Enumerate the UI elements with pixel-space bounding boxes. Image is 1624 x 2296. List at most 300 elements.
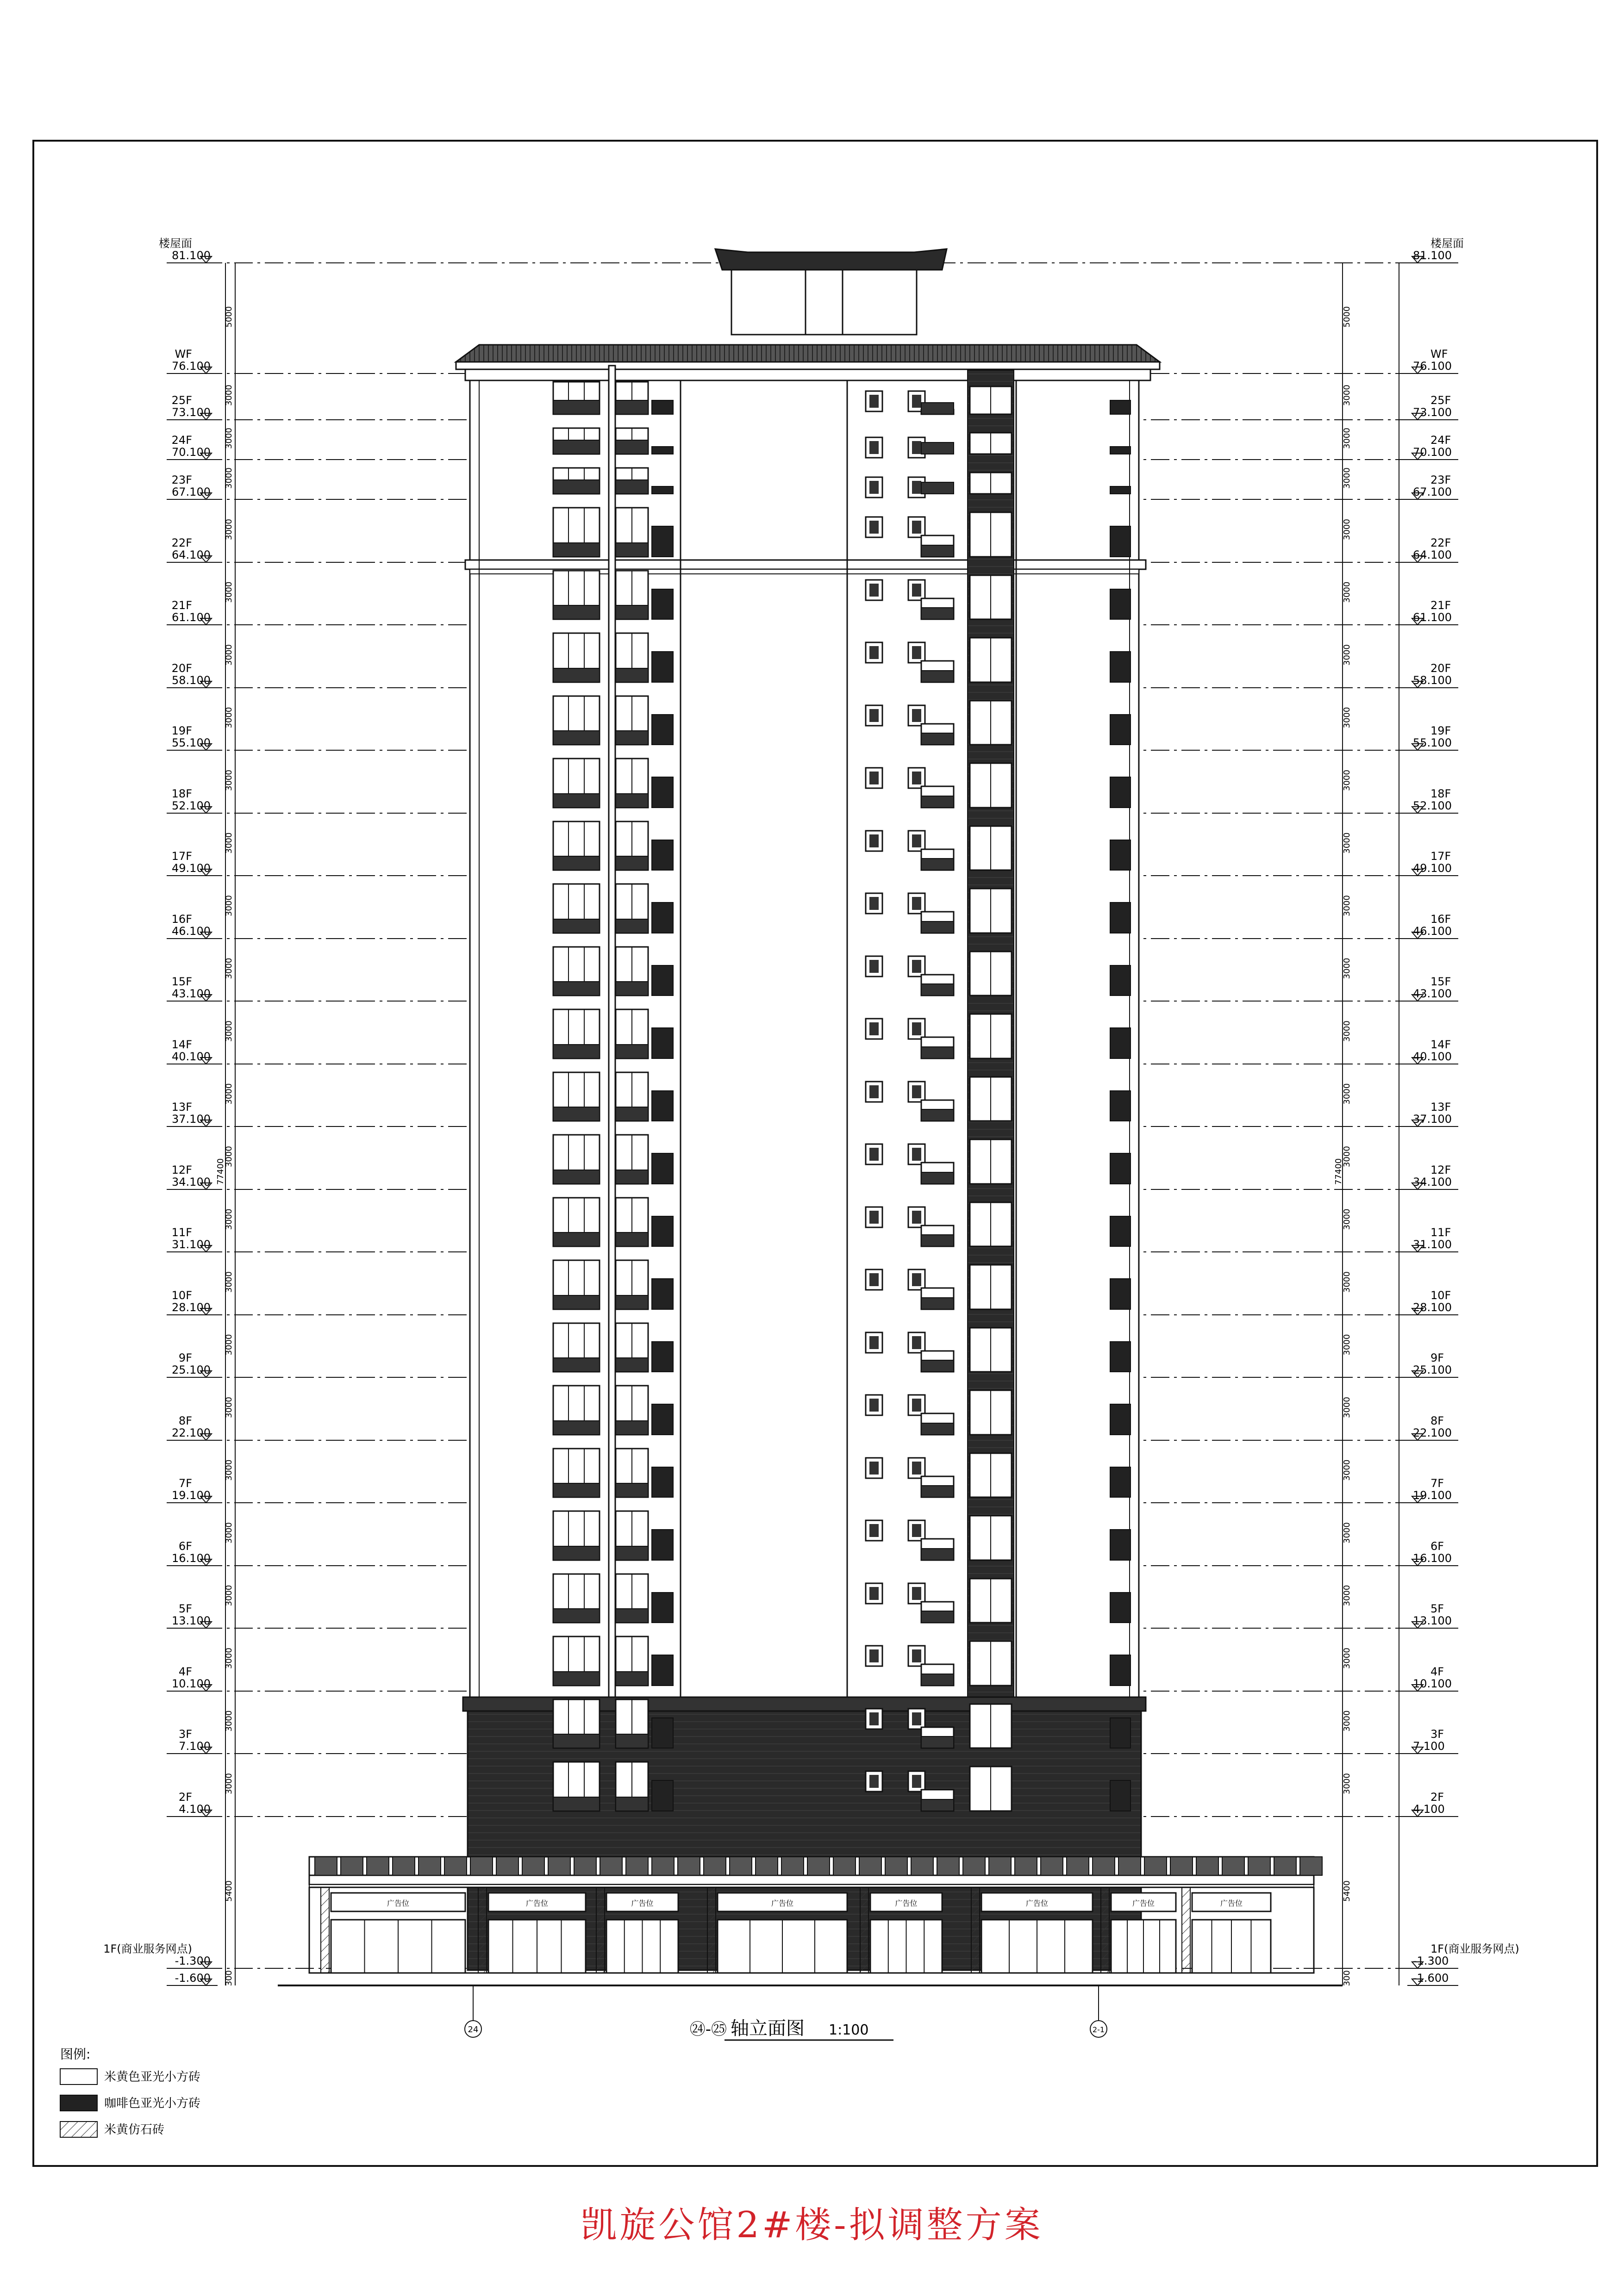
- dim-text-left: 300: [224, 1970, 234, 1986]
- level-name-left: WF: [175, 348, 192, 361]
- small-window-pane: [869, 395, 879, 408]
- level-labels-right: [1334, 237, 1519, 1986]
- dim-text-left: 3000: [224, 1710, 234, 1732]
- parapet-block: [807, 1857, 830, 1875]
- small-window-pane: [869, 441, 879, 454]
- dim-text-left: 3000: [224, 1459, 234, 1481]
- balcony-panel: [553, 1672, 600, 1686]
- sign-text: 广告位: [387, 1899, 410, 1908]
- dim-text-right: 3000: [1342, 1585, 1352, 1606]
- dim-text-right: 3000: [1342, 770, 1352, 791]
- parapet-block: [937, 1857, 959, 1875]
- level-elev-right: 49.100: [1413, 862, 1452, 875]
- balcony-panel: [616, 856, 648, 870]
- legend-swatch-stone: [60, 2122, 97, 2137]
- dim-text-right: 3000: [1342, 581, 1352, 603]
- balcony-panel: [921, 671, 954, 682]
- window-dark: [652, 652, 673, 682]
- level-elev-left: 37.100: [172, 1113, 211, 1126]
- level-name-left: 24F: [171, 434, 192, 447]
- balcony-panel: [921, 1235, 954, 1246]
- dim-text-right: 3000: [1342, 385, 1352, 406]
- dim-text-right: 3000: [1342, 1271, 1352, 1293]
- level-name-left: 7F: [178, 1477, 192, 1490]
- stone-pilaster: [707, 1887, 716, 1973]
- window-dark: [652, 1404, 673, 1435]
- small-window-pane: [912, 1085, 921, 1098]
- small-window-pane: [869, 481, 879, 494]
- dim-text-right: 3000: [1342, 467, 1352, 489]
- balcony-panel: [616, 1483, 648, 1497]
- view-title: [690, 2018, 893, 2040]
- level-elev-left: 28.100: [172, 1301, 211, 1314]
- small-window-pane: [869, 1649, 879, 1662]
- parapet-block: [833, 1857, 856, 1875]
- parapet-block: [989, 1857, 1011, 1875]
- dim-total-left: 77400: [216, 1158, 225, 1185]
- parapet-block: [963, 1857, 985, 1875]
- dim-text-right: 3000: [1342, 1208, 1352, 1230]
- window-dark: [1110, 447, 1131, 454]
- small-window-pane: [869, 1211, 879, 1224]
- level-elev-right: 34.100: [1413, 1176, 1452, 1188]
- level-elev-right: 28.100: [1413, 1301, 1452, 1314]
- balcony-panel: [616, 1232, 648, 1246]
- parapet-block: [393, 1857, 415, 1875]
- level-name-right: 19F: [1430, 724, 1451, 737]
- level-name-left: 11F: [171, 1226, 192, 1239]
- level-elev-right: -1.300: [1413, 1954, 1449, 1967]
- level-name-right: 21F: [1430, 599, 1451, 612]
- small-window-pane: [912, 1524, 921, 1537]
- legend-label-1: 米黄色亚光小方砖: [104, 2070, 201, 2084]
- dim-text-left: 3000: [224, 832, 234, 854]
- level-labels-left: [103, 237, 234, 1986]
- level-elev-left: 22.100: [172, 1426, 211, 1439]
- small-window-pane: [912, 709, 921, 722]
- parapet-block: [574, 1857, 596, 1875]
- level-name-right: 22F: [1430, 536, 1451, 549]
- balcony-panel: [553, 1483, 600, 1497]
- small-window-pane: [869, 834, 879, 847]
- level-name-left: 楼屋面: [159, 237, 192, 250]
- balcony-panel: [921, 1172, 954, 1184]
- balcony-panel: [921, 1611, 954, 1623]
- dim-text-right: 3000: [1342, 707, 1352, 728]
- balcony-panel: [616, 543, 648, 557]
- drawing-title: 凯旋公馆2#楼-拟调整方案: [581, 2204, 1043, 2246]
- level-elev-left: 55.100: [172, 736, 211, 749]
- balcony-panel: [553, 1045, 600, 1058]
- balcony-panel: [616, 668, 648, 682]
- window-dark: [1110, 902, 1131, 933]
- small-window-pane: [912, 772, 921, 784]
- legend-title: 图例:: [60, 2047, 91, 2062]
- dim-text-right: 3000: [1342, 1773, 1352, 1794]
- level-elev-left: 4.100: [179, 1803, 211, 1816]
- window-dark: [652, 486, 673, 494]
- level-name-right: 4F: [1430, 1665, 1444, 1678]
- level-name-right: 2F: [1430, 1791, 1444, 1804]
- stone-pilaster: [321, 1887, 329, 1973]
- balcony-panel: [921, 1549, 954, 1560]
- sign-text: 广告位: [631, 1899, 654, 1908]
- level-elev-right: 31.100: [1413, 1238, 1452, 1251]
- level-elev-right: 55.100: [1413, 736, 1452, 749]
- window-dark: [652, 1028, 673, 1058]
- balcony-panel: [553, 1421, 600, 1435]
- balcony-panel: [616, 1421, 648, 1435]
- level-elev-left: 13.100: [172, 1614, 211, 1627]
- window-dark: [652, 965, 673, 996]
- balcony-panel: [921, 1109, 954, 1121]
- parapet-block: [1170, 1857, 1193, 1875]
- level-elev-right: -1.600: [1413, 1972, 1449, 1985]
- level-elev-right: 7.100: [1413, 1740, 1445, 1753]
- small-window-pane: [912, 897, 921, 910]
- level-name-left: 12F: [171, 1164, 192, 1176]
- parapet-block: [1196, 1857, 1218, 1875]
- parapet-block: [1067, 1857, 1089, 1875]
- level-name-right: 14F: [1430, 1038, 1451, 1051]
- small-window-pane: [869, 709, 879, 722]
- balcony-panel: [553, 1358, 600, 1372]
- balcony-panel: [553, 1797, 600, 1811]
- level-elev-left: 76.100: [172, 360, 211, 373]
- small-window-pane: [869, 1587, 879, 1600]
- balcony-panel: [553, 440, 600, 454]
- small-window-pane: [912, 1273, 921, 1286]
- balcony-panel: [616, 1295, 648, 1309]
- level-elev-left: 52.100: [172, 799, 211, 812]
- dim-text-left: 3000: [224, 1522, 234, 1543]
- balcony-panel: [553, 1295, 600, 1309]
- level-name-right: 7F: [1430, 1477, 1444, 1490]
- window-dark: [652, 1780, 673, 1811]
- sign-text: 广告位: [771, 1899, 794, 1908]
- balcony-panel: [553, 982, 600, 996]
- sign-text: 广告位: [525, 1899, 549, 1908]
- ground-floor: [278, 1857, 1343, 1985]
- level-name-left: 25F: [171, 394, 192, 407]
- small-window-pane: [869, 521, 879, 534]
- balcony-panel: [553, 605, 600, 619]
- dim-text-left: 3000: [224, 385, 234, 406]
- window-dark: [1110, 652, 1131, 682]
- level-name-left: 10F: [171, 1289, 192, 1302]
- window-dark: [652, 400, 673, 414]
- small-window-pane: [912, 441, 921, 454]
- stone-pilaster: [478, 1887, 487, 1973]
- view-scale: 1:100: [829, 2022, 869, 2038]
- level-name-right: 13F: [1430, 1101, 1451, 1114]
- level-elev-left: 61.100: [172, 611, 211, 624]
- level-name-right: 18F: [1430, 787, 1451, 800]
- dim-text-left: 3000: [224, 467, 234, 489]
- level-elev-right: 16.100: [1413, 1552, 1452, 1565]
- parapet-block: [1274, 1857, 1296, 1875]
- small-window-pane: [912, 1399, 921, 1412]
- balcony-panel: [553, 856, 600, 870]
- level-name-left: 23F: [171, 473, 192, 486]
- small-window-pane: [869, 1273, 879, 1286]
- dim-text-left: 3000: [224, 581, 234, 603]
- dim-text-right: 3000: [1342, 958, 1352, 979]
- small-window-pane: [912, 1462, 921, 1475]
- window-dark: [652, 1153, 673, 1184]
- window-dark: [1110, 777, 1131, 808]
- balcony-panel: [553, 480, 600, 494]
- window-dark: [1110, 1780, 1131, 1811]
- parapet-block: [885, 1857, 907, 1875]
- window-dark: [1110, 1655, 1131, 1686]
- parapet-block: [418, 1857, 441, 1875]
- parapet-block: [678, 1857, 700, 1875]
- window-dark: [652, 1342, 673, 1372]
- balcony-panel: [616, 480, 648, 494]
- window-dark: [1110, 1091, 1131, 1121]
- small-window-pane: [912, 584, 921, 597]
- sign-text: 广告位: [1132, 1899, 1155, 1908]
- view-axes: ㉔-㉕: [689, 2020, 727, 2039]
- small-window-pane: [912, 834, 921, 847]
- stone-pilaster: [1101, 1887, 1109, 1973]
- balcony-panel: [616, 1734, 648, 1748]
- level-elev-right: 61.100: [1413, 611, 1452, 624]
- small-window-pane: [869, 960, 879, 973]
- dim-text-right: 3000: [1342, 428, 1352, 449]
- small-window-pane: [912, 1775, 921, 1788]
- parapet-block: [1118, 1857, 1141, 1875]
- balcony-panel: [921, 796, 954, 808]
- level-elev-right: 40.100: [1413, 1050, 1452, 1063]
- window-dark: [1110, 840, 1131, 870]
- level-name-left: 8F: [178, 1414, 192, 1427]
- level-name-left: 18F: [171, 787, 192, 800]
- level-elev-right: 58.100: [1413, 674, 1452, 687]
- dim-text-right: 3000: [1342, 832, 1352, 854]
- small-window-pane: [869, 1022, 879, 1035]
- balcony-panel: [616, 440, 648, 454]
- level-elev-left: 40.100: [172, 1050, 211, 1063]
- window-dark: [1110, 1028, 1131, 1058]
- small-window-pane: [869, 1148, 879, 1161]
- dim-text-left: 3000: [224, 519, 234, 540]
- dim-text-left: 3000: [224, 1397, 234, 1418]
- level-name-left: 3F: [178, 1728, 192, 1741]
- small-window-pane: [912, 1211, 921, 1224]
- small-window-pane: [869, 1336, 879, 1349]
- window-dark: [1110, 400, 1131, 414]
- level-name-left: 17F: [171, 850, 192, 863]
- level-name-right: 17F: [1430, 850, 1451, 863]
- window-dark: [1110, 1153, 1131, 1184]
- level-name-left: 15F: [171, 975, 192, 988]
- window-dark: [652, 447, 673, 454]
- level-name-right: 16F: [1430, 913, 1451, 926]
- balcony-panel: [616, 919, 648, 933]
- small-window-pane: [912, 1148, 921, 1161]
- level-elev-right: 70.100: [1413, 446, 1452, 459]
- window-dark: [1110, 715, 1131, 745]
- level-name-right: 20F: [1430, 662, 1451, 675]
- balcony-panel: [616, 605, 648, 619]
- dim-text-right: 3000: [1342, 1648, 1352, 1669]
- small-window-pane: [912, 960, 921, 973]
- window-dark: [1110, 589, 1131, 619]
- level-name-right: 6F: [1430, 1540, 1444, 1553]
- dim-text-right: 3000: [1342, 1146, 1352, 1167]
- window-dark: [1110, 526, 1131, 557]
- small-window-pane: [912, 1022, 921, 1035]
- level-elev-left: 81.100: [172, 249, 211, 262]
- dim-total-right: 77400: [1334, 1158, 1343, 1185]
- small-window-pane: [869, 646, 879, 659]
- level-name-left: 1F(商业服务网点): [103, 1942, 192, 1955]
- dim-text-right: 3000: [1342, 1334, 1352, 1356]
- level-elev-left: 43.100: [172, 987, 211, 1000]
- level-name-left: 2F: [178, 1791, 192, 1804]
- level-name-right: 11F: [1430, 1226, 1451, 1239]
- level-elev-left: 10.100: [172, 1677, 211, 1690]
- balcony-panel: [616, 400, 648, 414]
- level-elev-right: 46.100: [1413, 925, 1452, 938]
- dim-text-left: 3000: [224, 1334, 234, 1356]
- balcony-panel: [553, 1107, 600, 1121]
- level-name-left: 19F: [171, 724, 192, 737]
- level-elev-right: 81.100: [1413, 249, 1452, 262]
- dim-text-left: 3000: [224, 428, 234, 449]
- balcony-panel: [921, 1736, 954, 1748]
- balcony-panel: [921, 482, 954, 494]
- balcony-panel: [921, 1674, 954, 1686]
- level-name-left: 5F: [178, 1602, 192, 1615]
- level-elev-right: 52.100: [1413, 799, 1452, 812]
- legend: [60, 2047, 200, 2137]
- level-name-right: 24F: [1430, 434, 1451, 447]
- small-window-pane: [912, 646, 921, 659]
- parapet-block: [781, 1857, 804, 1875]
- small-window-pane: [912, 521, 921, 534]
- roof-pavilion: [715, 249, 947, 335]
- balcony-panel: [616, 1045, 648, 1058]
- parapet-block: [470, 1857, 493, 1875]
- balcony-panel: [553, 919, 600, 933]
- dim-text-right: 5000: [1342, 306, 1352, 328]
- parapet-block: [1222, 1857, 1244, 1875]
- parapet-block: [1015, 1857, 1037, 1875]
- window-dark: [1110, 1216, 1131, 1246]
- level-name-right: 3F: [1430, 1728, 1444, 1741]
- dim-text-left: 3000: [224, 1648, 234, 1669]
- level-name-right: 9F: [1430, 1351, 1444, 1364]
- window-dark: [1110, 1279, 1131, 1309]
- window-dark: [652, 1091, 673, 1121]
- level-elev-right: 43.100: [1413, 987, 1452, 1000]
- balcony-panel: [616, 1170, 648, 1184]
- axis-left-label: 24: [468, 2025, 479, 2035]
- stone-pilaster: [860, 1887, 868, 1973]
- parapet-block: [911, 1857, 933, 1875]
- window-dark: [652, 902, 673, 933]
- balcony-panel: [616, 731, 648, 745]
- window-dark: [652, 1279, 673, 1309]
- parapet-block: [367, 1857, 389, 1875]
- parapet-block: [600, 1857, 622, 1875]
- level-elev-left: 73.100: [172, 406, 211, 419]
- balcony-panel: [921, 442, 954, 454]
- parapet-block: [444, 1857, 467, 1875]
- window-dark: [1110, 1404, 1131, 1435]
- level-name-right: 25F: [1430, 394, 1451, 407]
- dim-text-left: 3000: [224, 1020, 234, 1042]
- dim-text-left: 3000: [224, 1773, 234, 1794]
- window-dark: [652, 589, 673, 619]
- balcony-panel: [553, 543, 600, 557]
- parapet-block: [730, 1857, 752, 1875]
- level-elev-right: 22.100: [1413, 1426, 1452, 1439]
- window-dark: [652, 1593, 673, 1623]
- level-name-left: 4F: [178, 1665, 192, 1678]
- level-elev-right: 19.100: [1413, 1489, 1452, 1502]
- balcony-panel: [921, 984, 954, 996]
- level-elev-right: 4.100: [1413, 1803, 1445, 1816]
- parapet-block: [756, 1857, 778, 1875]
- level-name-right: 10F: [1430, 1289, 1451, 1302]
- window-dark: [652, 1216, 673, 1246]
- level-name-right: 15F: [1430, 975, 1451, 988]
- dim-text-left: 3000: [224, 1208, 234, 1230]
- window-dark: [1110, 1467, 1131, 1497]
- balcony-panel: [616, 1672, 648, 1686]
- balcony-panel: [921, 1486, 954, 1497]
- small-window-pane: [869, 772, 879, 784]
- level-name-right: 8F: [1430, 1414, 1444, 1427]
- balcony-panel: [921, 403, 954, 414]
- level-elev-right: 25.100: [1413, 1363, 1452, 1376]
- level-elev-left: 64.100: [172, 548, 211, 561]
- dim-text-right: 3000: [1342, 644, 1352, 666]
- dim-text-right: 3000: [1342, 1522, 1352, 1543]
- dim-text-right: 300: [1342, 1970, 1352, 1986]
- balcony-panel: [616, 1797, 648, 1811]
- sign-text: 广告位: [1220, 1899, 1243, 1908]
- level-elev-right: 73.100: [1413, 406, 1452, 419]
- level-elev-left: 70.100: [172, 446, 211, 459]
- level-elev-left: 46.100: [172, 925, 211, 938]
- sign-text: 广告位: [895, 1899, 918, 1908]
- level-name-left: 16F: [171, 913, 192, 926]
- dim-text-left: 5000: [224, 306, 234, 328]
- small-window-pane: [869, 1462, 879, 1475]
- level-name-right: WF: [1430, 348, 1448, 361]
- dim-text-right: 3000: [1342, 895, 1352, 916]
- level-elev-left: 25.100: [172, 1363, 211, 1376]
- stone-pilaster: [971, 1887, 980, 1973]
- stone-pilaster: [596, 1887, 605, 1973]
- sign-text: 广告位: [1025, 1899, 1049, 1908]
- dim-text-left: 3000: [224, 1271, 234, 1293]
- dim-text-right: 3000: [1342, 1083, 1352, 1105]
- level-elev-right: 67.100: [1413, 485, 1452, 498]
- window-dark: [1110, 1342, 1131, 1372]
- small-window-pane: [912, 1649, 921, 1662]
- balcony-panel: [616, 1546, 648, 1560]
- parapet-block: [315, 1857, 337, 1875]
- dim-text-left: 3000: [224, 1585, 234, 1606]
- dim-text-left: 3000: [224, 1083, 234, 1105]
- balcony-panel: [616, 982, 648, 996]
